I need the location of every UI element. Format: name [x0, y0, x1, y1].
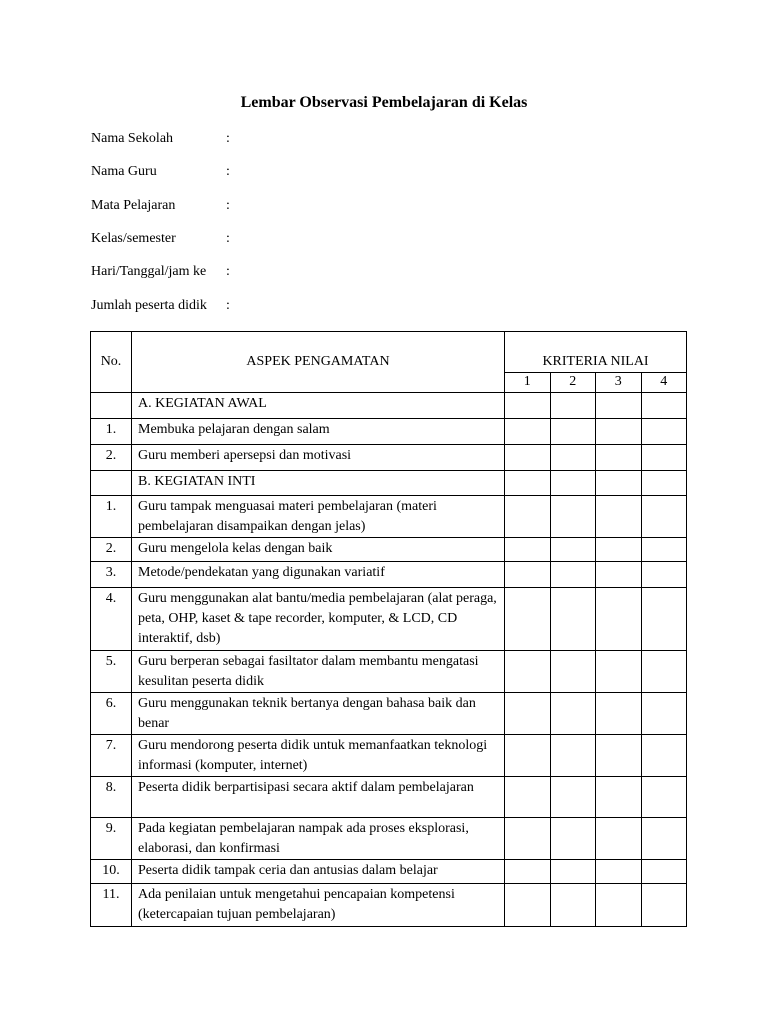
field-label: Mata Pelajaran	[91, 198, 176, 213]
score-cell-4[interactable]	[641, 471, 687, 496]
score-cell-3[interactable]	[596, 538, 642, 562]
score-cell-4[interactable]	[641, 693, 687, 735]
row-aspek: Guru mengelola kelas dengan baik	[132, 538, 505, 562]
score-cell-1[interactable]	[505, 393, 551, 419]
score-cell-4[interactable]	[641, 818, 687, 860]
table-header-row	[91, 332, 687, 373]
score-cell-2[interactable]	[550, 777, 596, 818]
score-cell-3[interactable]	[596, 693, 642, 735]
row-aspek: Pada kegiatan pembelajaran nampak ada proses eksplorasi, elaborasi, dan konfirmasi	[132, 818, 505, 860]
score-cell-3[interactable]	[596, 393, 642, 419]
field-colon: :	[226, 198, 230, 213]
score-cell-1[interactable]	[505, 445, 551, 471]
section-no-cell	[91, 471, 132, 496]
score-cell-4[interactable]	[641, 496, 687, 538]
field-jumlah-peserta	[91, 296, 230, 316]
page-title: Lembar Observasi Pembelajaran di Kelas	[240, 94, 528, 111]
score-cell-2[interactable]	[550, 538, 596, 562]
score-cell-1[interactable]	[505, 471, 551, 496]
score-cell-1[interactable]	[505, 818, 551, 860]
score-cell-3[interactable]	[596, 419, 642, 445]
row-aspek: Guru tampak menguasai materi pembelajaran (materi pembelajaran disampaikan dengan jelas)	[132, 496, 505, 538]
score-cell-2[interactable]	[550, 588, 596, 651]
score-cell-1[interactable]	[505, 860, 551, 884]
row-aspek: Guru berperan sebagai fasiltator dalam membantu mengatasi kesulitan peserta didik	[132, 651, 505, 693]
score-cell-4[interactable]	[641, 445, 687, 471]
row-aspek: Guru menggunakan alat bantu/media pembelajaran (alat peraga, peta, OHP, kaset & tape recorder, komputer, & LCD, CD interaktif, dsb)	[132, 588, 505, 651]
score-cell-4[interactable]	[641, 735, 687, 777]
score-cell-1[interactable]	[505, 562, 551, 588]
row-no: 4.	[91, 588, 132, 651]
field-kelas-semester	[91, 229, 230, 249]
score-cell-2[interactable]	[550, 419, 596, 445]
score-cell-2[interactable]	[550, 651, 596, 693]
field-label: Kelas/semester	[91, 231, 176, 246]
score-cell-3[interactable]	[596, 588, 642, 651]
score-cell-4[interactable]	[641, 860, 687, 884]
table-row	[91, 562, 687, 588]
header-no: No.	[91, 332, 132, 393]
score-cell-2[interactable]	[550, 818, 596, 860]
score-cell-1[interactable]	[505, 538, 551, 562]
row-no: 6.	[91, 693, 132, 735]
score-cell-4[interactable]	[641, 884, 687, 927]
score-cell-3[interactable]	[596, 496, 642, 538]
field-colon: :	[226, 164, 230, 179]
row-aspek: Guru menggunakan teknik bertanya dengan bahasa baik dan benar	[132, 693, 505, 735]
header-aspek: ASPEK PENGAMATAN	[132, 332, 505, 393]
score-cell-4[interactable]	[641, 588, 687, 651]
score-cell-2[interactable]	[550, 393, 596, 419]
score-cell-3[interactable]	[596, 818, 642, 860]
table-row	[91, 735, 687, 777]
score-cell-2[interactable]	[550, 860, 596, 884]
section-no-cell	[91, 393, 132, 419]
row-aspek: Metode/pendekatan yang digunakan variatif	[132, 562, 505, 588]
score-cell-1[interactable]	[505, 496, 551, 538]
score-cell-4[interactable]	[641, 393, 687, 419]
score-cell-1[interactable]	[505, 693, 551, 735]
header-score-1: 1	[505, 373, 551, 393]
table-row	[91, 445, 687, 471]
score-cell-4[interactable]	[641, 777, 687, 818]
header-score-4: 4	[641, 373, 687, 393]
header-score-3: 3	[596, 373, 642, 393]
table-row	[91, 651, 687, 693]
row-no: 1.	[91, 496, 132, 538]
row-no: 3.	[91, 562, 132, 588]
field-hari-tanggal	[91, 262, 230, 282]
row-aspek: Ada penilaian untuk mengetahui pencapaian kompetensi (ketercapaian tujuan pembelajaran)	[132, 884, 505, 927]
row-aspek: Peserta didik berpartisipasi secara aktif dalam pembelajaran	[132, 777, 505, 818]
score-cell-2[interactable]	[550, 693, 596, 735]
row-aspek: Guru memberi apersepsi dan motivasi	[132, 445, 505, 471]
field-label: Nama Sekolah	[91, 131, 174, 146]
table-row	[91, 884, 687, 927]
field-nama-guru	[91, 162, 230, 182]
score-cell-1[interactable]	[505, 588, 551, 651]
score-cell-1[interactable]	[505, 651, 551, 693]
row-aspek: Peserta didik tampak ceria dan antusias dalam belajar	[132, 860, 505, 884]
score-cell-4[interactable]	[641, 562, 687, 588]
header-kriteria: KRITERIA NILAI	[505, 332, 687, 373]
row-no: 8.	[91, 777, 132, 818]
field-mata-pelajaran	[91, 196, 230, 216]
score-cell-3[interactable]	[596, 471, 642, 496]
score-cell-3[interactable]	[596, 735, 642, 777]
section-title-a: A. KEGIATAN AWAL	[132, 393, 505, 419]
score-cell-3[interactable]	[596, 562, 642, 588]
field-label: Hari/Tanggal/jam ke	[91, 264, 207, 279]
score-cell-1[interactable]	[505, 735, 551, 777]
section-title-b: B. KEGIATAN INTI	[132, 471, 505, 496]
field-label: Jumlah peserta didik	[91, 298, 207, 313]
table-row	[91, 818, 687, 860]
score-cell-2[interactable]	[550, 735, 596, 777]
row-no: 2.	[91, 538, 132, 562]
score-cell-2[interactable]	[550, 884, 596, 927]
row-no: 1.	[91, 419, 132, 445]
score-cell-3[interactable]	[596, 860, 642, 884]
score-cell-1[interactable]	[505, 884, 551, 927]
score-cell-3[interactable]	[596, 884, 642, 927]
score-cell-4[interactable]	[641, 538, 687, 562]
table-row	[91, 419, 687, 445]
row-no: 11.	[91, 884, 132, 927]
score-cell-3[interactable]	[596, 777, 642, 818]
row-aspek: Guru mendorong peserta didik untuk memanfaatkan teknologi informasi (komputer, internet)	[132, 735, 505, 777]
row-no: 10.	[91, 860, 132, 884]
row-no: 2.	[91, 445, 132, 471]
row-no: 5.	[91, 651, 132, 693]
score-cell-2[interactable]	[550, 496, 596, 538]
field-colon: :	[226, 264, 230, 279]
header-score-2: 2	[550, 373, 596, 393]
table-row	[91, 538, 687, 562]
row-aspek: Membuka pelajaran dengan salam	[132, 419, 505, 445]
score-cell-3[interactable]	[596, 445, 642, 471]
table-row	[91, 588, 687, 651]
score-cell-4[interactable]	[641, 419, 687, 445]
section-row	[91, 393, 687, 419]
score-cell-2[interactable]	[550, 471, 596, 496]
field-label: Nama Guru	[91, 164, 157, 179]
field-nama-sekolah	[91, 129, 230, 149]
field-colon: :	[226, 231, 230, 246]
row-no: 9.	[91, 818, 132, 860]
table-row	[91, 693, 687, 735]
score-cell-2[interactable]	[550, 445, 596, 471]
row-no: 7.	[91, 735, 132, 777]
score-cell-4[interactable]	[641, 651, 687, 693]
score-cell-1[interactable]	[505, 777, 551, 818]
table-row	[91, 777, 687, 818]
table-row	[91, 496, 687, 538]
section-row	[91, 471, 687, 496]
field-colon: :	[226, 131, 230, 146]
score-cell-3[interactable]	[596, 651, 642, 693]
score-cell-2[interactable]	[550, 562, 596, 588]
observation-table	[90, 331, 687, 927]
table-row	[91, 860, 687, 884]
score-cell-1[interactable]	[505, 419, 551, 445]
field-colon: :	[226, 298, 230, 313]
